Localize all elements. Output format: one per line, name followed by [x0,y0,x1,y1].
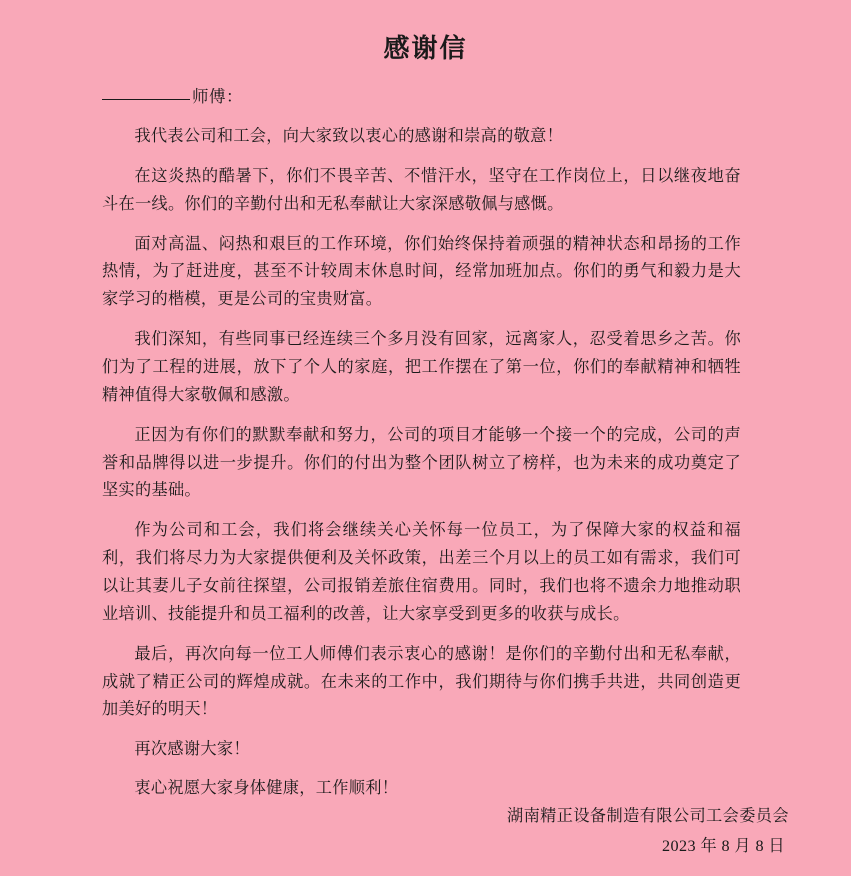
body-paragraph: 在这炎热的酷暑下，你们不畏辛苦、不惜汗水，坚守在工作岗位上，日以继夜地奋斗在一线。你们的辛勤付出和无私奉献让大家深感敬佩与感慨。 [102,166,741,213]
page-title: 感谢信 [383,34,468,63]
body-paragraph: 我们深知，有些同事已经连续三个多月没有回家，远离家人，忍受着思乡之苦。你们为了工程的进展，放下了个人的家庭，把工作摆在了第一位，你们的奉献精神和牺牲精神值得大家敬佩和感激。 [102,330,741,404]
letter-body [62,123,789,803]
body-paragraph: 正因为有你们的默默奉献和努力，公司的项目才能够一个接一个的完成，公司的声誉和品牌得以进一步提升。你们的付出为整个团队树立了榜样，也为未来的成功奠定了坚实的基础。 [102,425,741,500]
salutation-suffix: 师傅： [192,87,243,106]
salutation [102,83,789,107]
body-paragraph: 作为公司和工会，我们将会继续关心关怀每一位员工，为了保障大家的权益和福利，我们将尽力为大家提供便利及关怀政策，出差三个月以上的员工如有需求，我们可以让其妻儿子女前往探望，公司报销差旅住宿费用。同时，我们也将不遗余力地推动职业培训、技能提升和员工福利的改善，让大家享受到更多的收获与成长。 [102,521,741,623]
body-paragraph: 我代表公司和工会，向大家致以衷心的感谢和崇高的敬意！ [134,127,564,145]
body-paragraph: 衷心祝愿大家身体健康，工作顺利！ [134,779,399,798]
recipient-blank-line [102,99,190,100]
body-paragraph: 再次感谢大家！ [134,740,250,759]
signature-date: 2023 年 8 月 8 日 [662,837,785,856]
body-paragraph: 面对高温、闷热和艰巨的工作环境，你们始终保持着顽强的精神状态和昂扬的工作热情，为了赶进度，甚至不计较周末休息时间，经常加班加点。你们的勇气和毅力是大家学习的楷模，更是公司的宝贵财富。 [102,234,741,309]
signature-block [507,802,789,862]
body-paragraph: 最后，再次向每一位工人师傅们表示衷心的感谢！是你们的辛勤付出和无私奉献，成就了精正公司的辉煌成就。在未来的工作中，我们期待与你们携手共进，共同创造更加美好的明天！ [102,644,741,719]
signature-organization: 湖南精正设备制造有限公司工会委员会 [507,807,789,826]
